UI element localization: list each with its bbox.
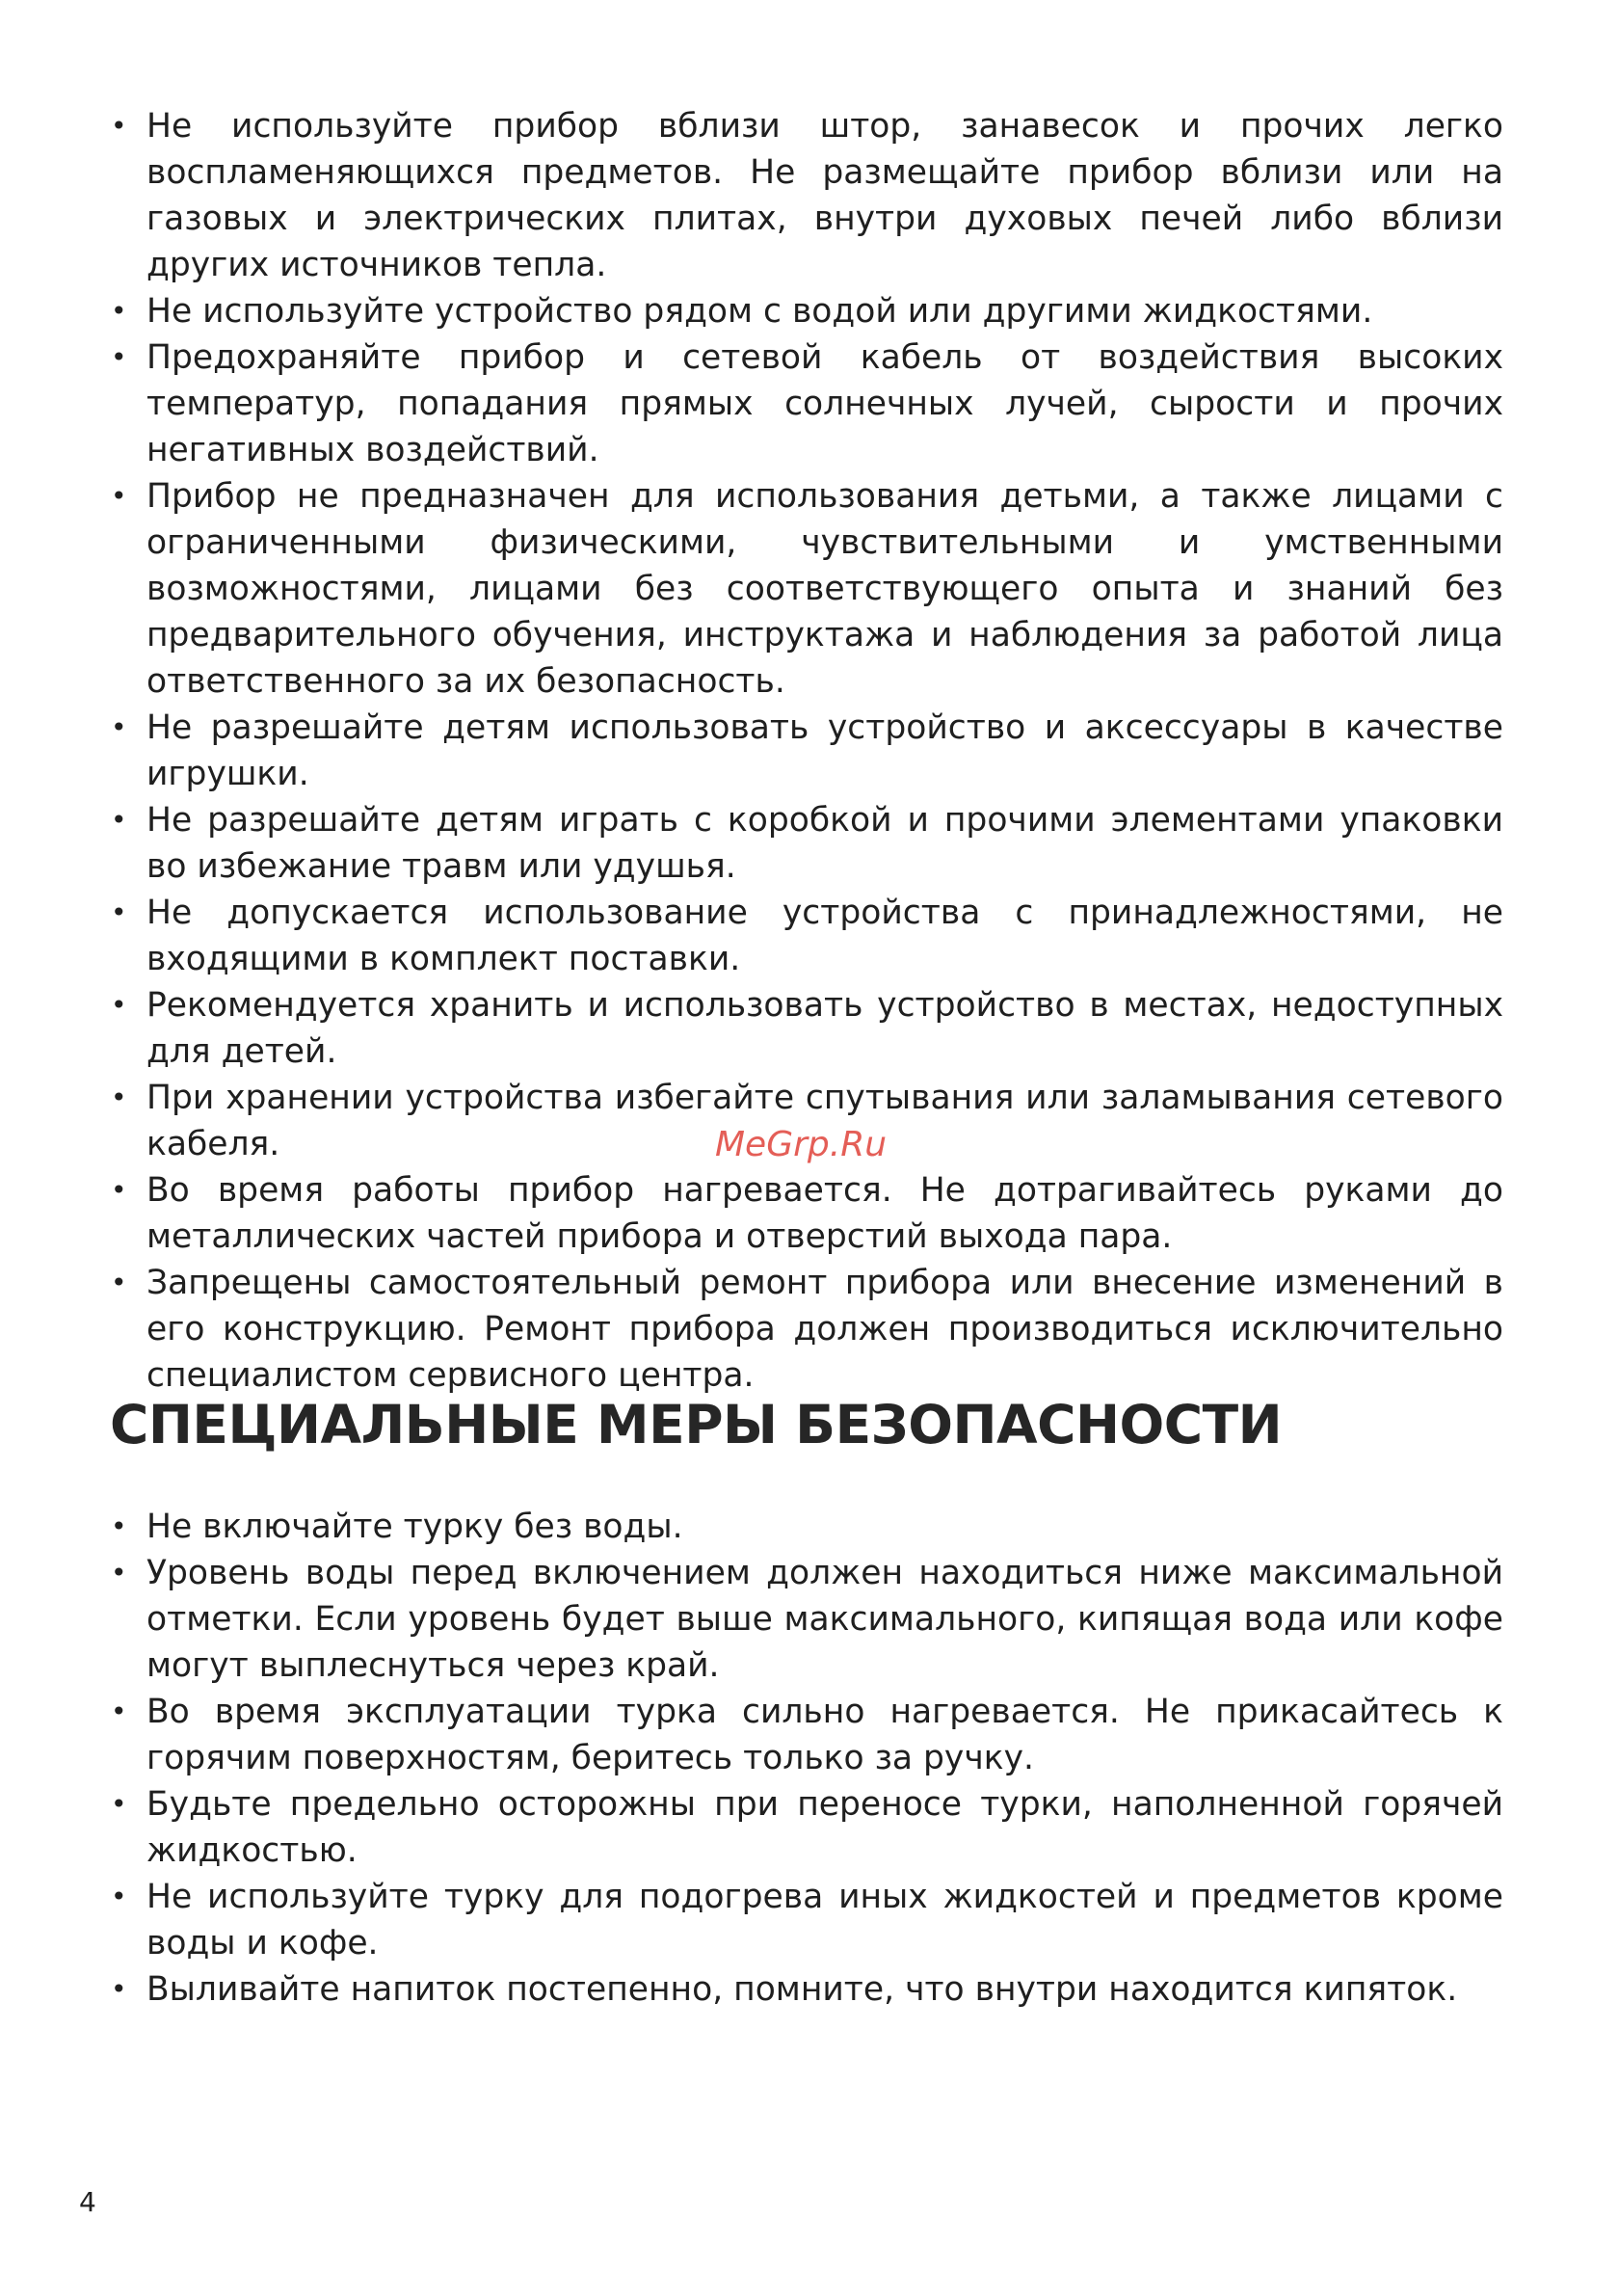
list-item: • Выливайте напиток постепенно, помните, что внутри находится кипяток. xyxy=(146,1966,1503,2013)
list-item: • Будьте предельно осторожны при переносе турки, наполненной горячей жидкостью. xyxy=(146,1781,1503,1874)
list-item: • Прибор не предназначен для использования детьми, а также лицами с ограниченными физическими, чувствительными и умственными возможностями, лицами без соответствующего опыта и знаний без предварительного обучения, инструктажа и наблюдения за работой лица ответственного за их безопасность. xyxy=(146,473,1503,705)
list-item: • Не включайте турку без воды. xyxy=(146,1504,1503,1550)
section-heading: СПЕЦИАЛЬНЫЕ МЕРЫ БЕЗОПАСНОСТИ xyxy=(110,1394,1283,1455)
general-safety-list xyxy=(146,103,1503,1399)
list-item: • Не используйте прибор вблизи штор, занавесок и прочих легко воспламеняющихся предметов. Не размещайте прибор вблизи или на газовых и электрических плитах, внутри духовых печей либо вблизи других источников тепла. xyxy=(146,103,1503,288)
list-item: • Не разрешайте детям использовать устройство и аксессуары в качестве игрушки. xyxy=(146,705,1503,797)
list-item: • Предохраняйте прибор и сетевой кабель от воздействия высоких температур, попадания прямых солнечных лучей, сырости и прочих негативных воздействий. xyxy=(146,334,1503,473)
list-item: • Во время эксплуатации турка сильно нагревается. Не прикасайтесь к горячим поверхностям, беритесь только за ручку. xyxy=(146,1689,1503,1781)
list-item: • Запрещены самостоятельный ремонт прибора или внесение изменений в его конструкцию. Ремонт прибора должен производиться исключительно специалистом сервисного центра. xyxy=(146,1260,1503,1399)
list-item: • При хранении устройства избегайте спутывания или заламывания сетевого кабеля. xyxy=(146,1075,1503,1167)
list-item: • Не разрешайте детям играть с коробкой и прочими элементами упаковки во избежание травм или удушья. xyxy=(146,797,1503,890)
list-item: • Не используйте устройство рядом с водой или другими жидкостями. xyxy=(146,288,1503,334)
list-item: • Уровень воды перед включением должен находиться ниже максимальной отметки. Если уровень будет выше максимального, кипящая вода или кофе могут выплеснуться через край. xyxy=(146,1550,1503,1689)
special-safety-list xyxy=(146,1504,1503,2013)
page-number: 4 xyxy=(79,2186,96,2218)
list-item: • Во время работы прибор нагревается. Не дотрагивайтесь руками до металлических частей прибора и отверстий выхода пара. xyxy=(146,1167,1503,1260)
list-item: • Не используйте турку для подогрева иных жидкостей и предметов кроме воды и кофе. xyxy=(146,1874,1503,1966)
list-item: • Не допускается использование устройства с принадлежностями, не входящими в комплект поставки. xyxy=(146,890,1503,982)
list-item: • Рекомендуется хранить и использовать устройство в местах, недоступных для детей. xyxy=(146,982,1503,1075)
watermark: MeGrp.Ru xyxy=(715,1125,888,1164)
